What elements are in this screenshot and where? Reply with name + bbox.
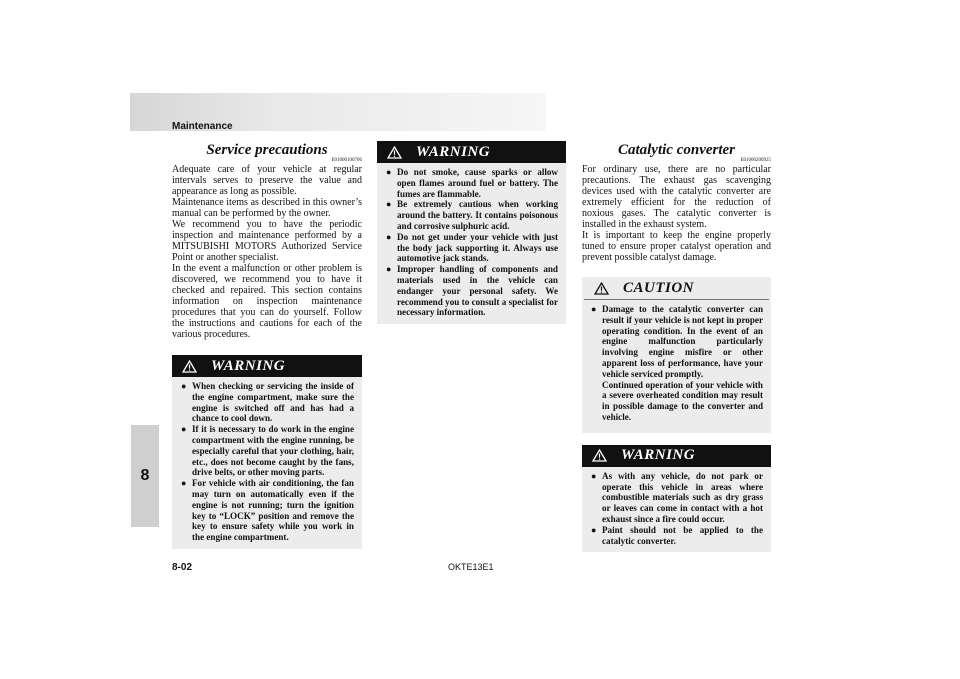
- warning-item: ● Improper handling of components and materials used in the vehicle can endanger your personal safety. We recommend you to consult a specialist for necessary information.: [386, 264, 558, 318]
- paragraph: We recommend you to have the periodic inspection and maintenance performed by a MITSUBISHI MOTORS Authorized Service Point or another specialist.: [172, 219, 362, 263]
- catalytic-converter-code: E01000200925: [740, 158, 771, 163]
- paragraph: It is important to keep the engine properly tuned to ensure proper catalyst operation and prevent possible catalyst damage.: [582, 230, 771, 263]
- warning-item: ● Do not smoke, cause sparks or allow open flames around fuel or battery. The fumes are flammable.: [386, 167, 558, 199]
- warning-header: [377, 141, 566, 163]
- bullet-icon: [181, 424, 192, 478]
- chapter-tab: [131, 425, 159, 527]
- page-number: 8-02: [172, 562, 193, 573]
- paragraph: Adequate care of your vehicle at regular intervals serves to preserve the value and appearance as long as possible.: [172, 164, 362, 197]
- caution-item: ● Damage to the catalytic converter can result if your vehicle is not kept in proper operating condition. In the event of an engine malfunction particularly involving engine misfire or other apparent loss of performance, have your vehicle serviced promptly. Continued operation of your vehicle with a severe overheated condition may result in possible damage to the converter and vehicle.: [591, 304, 763, 423]
- bullet-icon: [591, 471, 602, 525]
- catalytic-converter-column: [582, 142, 771, 552]
- warning-box: [377, 141, 566, 324]
- bullet-icon: [591, 525, 602, 547]
- warning-item: ● Do not get under your vehicle with just the body jack supporting it. Always use automotive jack stands.: [386, 232, 558, 264]
- paragraph: For ordinary use, there are no particular precautions. The exhaust gas scavenging devices used with the catalytic converter are extremely efficient for the reduction of noxious gases. The catalytic converter is installed in the exhaust system.: [582, 164, 771, 230]
- section-title: Maintenance: [172, 121, 233, 132]
- caution-header: [584, 277, 769, 300]
- warning-header: [582, 445, 771, 467]
- warning-label: WARNING: [416, 143, 491, 160]
- paragraph: Maintenance items as described in this owner’s manual can be performed by the owner.: [172, 197, 362, 219]
- bullet-icon: [386, 264, 397, 318]
- bullet-icon: [386, 199, 397, 231]
- warning-item: ● As with any vehicle, do not park or operate this vehicle in areas where combustible materials such as dry grass or leaves can come in contact with a hot exhaust since a fire could occur.: [591, 471, 763, 525]
- warning-box: [172, 355, 362, 549]
- warning-label: WARNING: [211, 357, 286, 374]
- caution-label: CAUTION: [623, 279, 695, 296]
- bullet-icon: [386, 232, 397, 264]
- warning-item: ● If it is necessary to do work in the engine compartment with the engine running, be especially careful that your clothing, hair, etc., does not become caught by the fans, drive belts, or other moving parts.: [181, 424, 354, 478]
- bullet-icon: [181, 478, 192, 543]
- service-precautions-body: [172, 164, 362, 340]
- warning-item: ● Paint should not be applied to the catalytic converter.: [591, 525, 763, 547]
- warning-item: ● For vehicle with air conditioning, the fan may turn on automatically even if the engine is not running; turn the ignition key to “LOCK” position and remove the key to ensure safety while you work in the engine compartment.: [181, 478, 354, 543]
- service-precautions-column: [172, 142, 362, 549]
- bullet-icon: [386, 167, 397, 199]
- bullet-icon: [591, 304, 602, 423]
- middle-warning-column: [377, 141, 566, 324]
- warning-item: ● When checking or servicing the inside of the engine compartment, make sure the engine is switched off and has had a chance to cool down.: [181, 381, 354, 424]
- chapter-number: 8: [140, 467, 150, 484]
- warning-triangle-icon: [387, 146, 402, 159]
- warning-triangle-icon: [182, 360, 197, 373]
- warning-item: ● Be extremely cautious when working around the battery. It contains poisonous and corrosive sulphuric acid.: [386, 199, 558, 231]
- document-code: OKTE13E1: [448, 562, 494, 572]
- catalytic-converter-title: Catalytic converter: [617, 142, 736, 158]
- paragraph: In the event a malfunction or other problem is discovered, we recommend you to have it checked and repaired. This section contains information on inspection maintenance procedures that you can do yourself. Follow the instructions and cautions for each of the various procedures.: [172, 263, 362, 340]
- caution-box: [582, 277, 771, 433]
- service-precautions-title: Service precautions: [206, 142, 328, 158]
- warning-box: [582, 445, 771, 553]
- warning-triangle-icon: [592, 449, 607, 462]
- bullet-icon: [181, 381, 192, 424]
- catalytic-converter-body: [582, 164, 771, 263]
- service-precautions-code: E01000100706: [331, 158, 362, 163]
- warning-header: [172, 355, 362, 377]
- warning-label: WARNING: [621, 447, 696, 464]
- caution-triangle-icon: [594, 282, 609, 295]
